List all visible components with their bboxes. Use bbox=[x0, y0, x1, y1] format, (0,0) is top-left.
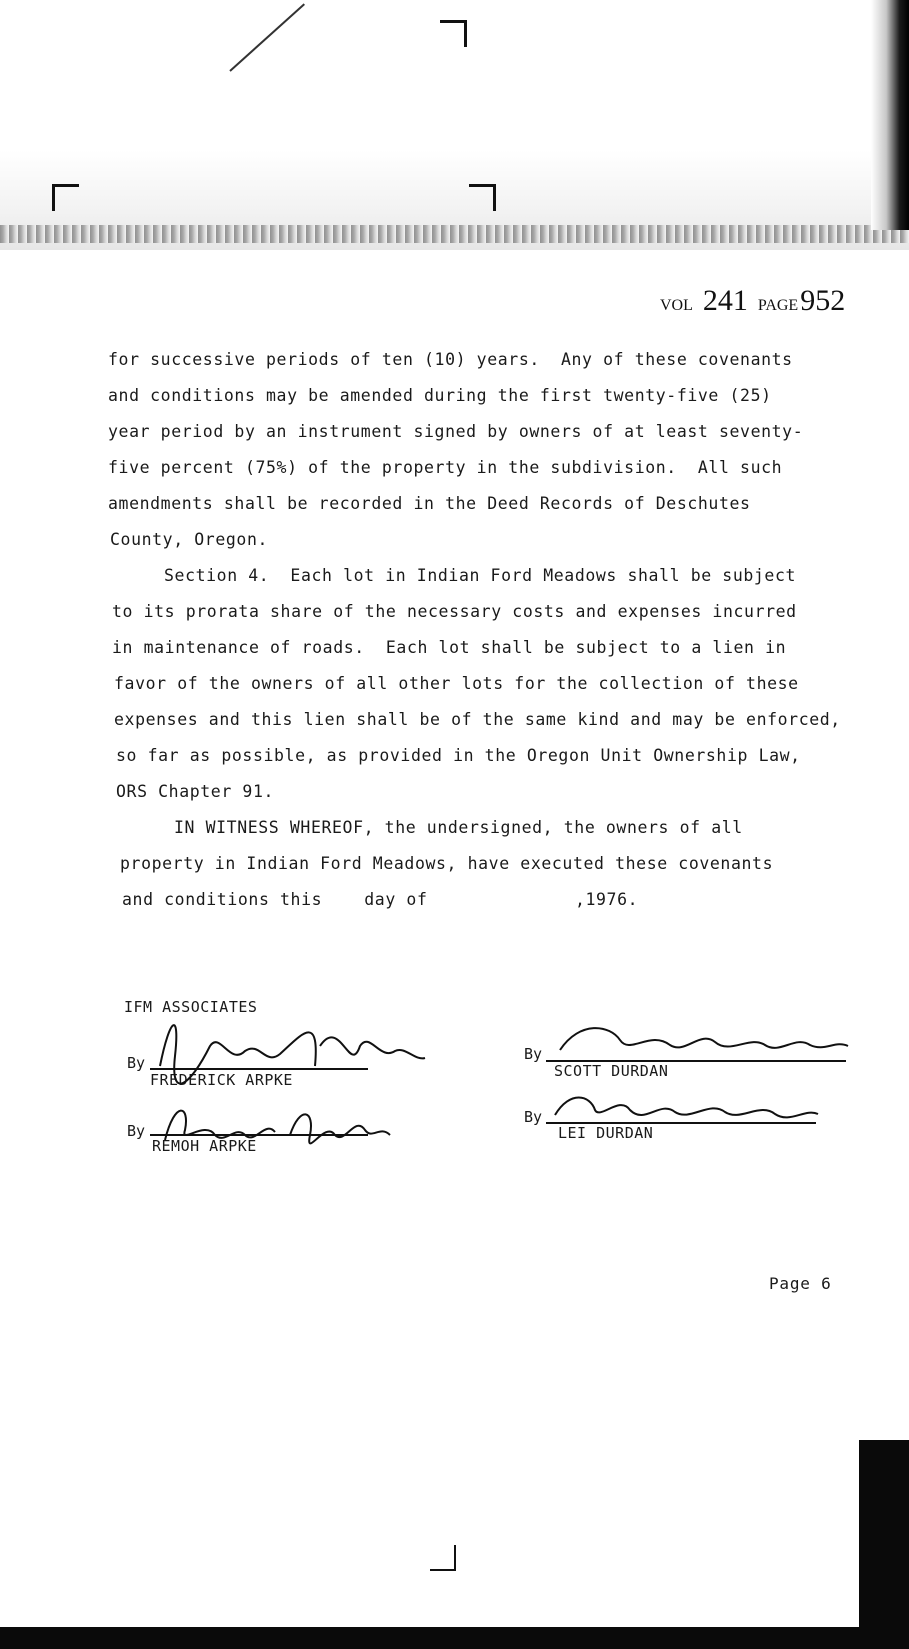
signer-name: FREDERICK ARPKE bbox=[150, 1071, 293, 1089]
body-line: Section 4. Each lot in Indian Ford Meadows shall be subject bbox=[164, 566, 797, 585]
page-number-footer: Page 6 bbox=[769, 1274, 832, 1293]
body-line: amendments shall be recorded in the Deed Records of Deschutes bbox=[108, 494, 751, 513]
volume-page-reference bbox=[660, 284, 851, 318]
crop-mark bbox=[52, 184, 79, 211]
scan-fold-edge bbox=[0, 225, 909, 243]
scan-bottom-edge bbox=[0, 1627, 909, 1649]
body-line: expenses and this lien shall be of the same kind and may be enforced, bbox=[114, 710, 841, 729]
signer-name: REMOH ARPKE bbox=[152, 1137, 257, 1155]
signature-scott-durdan bbox=[550, 1010, 850, 1070]
crop-mark bbox=[469, 184, 496, 211]
body-line: year period by an instrument signed by owners of at least seventy- bbox=[108, 422, 804, 441]
body-line: for successive periods of ten (10) years. Any of these covenants bbox=[108, 350, 793, 369]
signature-frederick-arpke bbox=[150, 1006, 430, 1096]
signer-name: SCOTT DURDAN bbox=[554, 1062, 669, 1080]
signer-name: LEI DURDAN bbox=[558, 1124, 654, 1142]
signature-lei-durdan bbox=[550, 1080, 820, 1130]
scan-right-edge bbox=[871, 0, 909, 230]
crop-mark bbox=[430, 1545, 456, 1571]
by-label: By bbox=[127, 1122, 146, 1140]
scan-right-bottom-edge bbox=[859, 1440, 909, 1649]
signature-remoh-arpke bbox=[160, 1090, 400, 1170]
body-line: and conditions may be amended during the first twenty-five (25) bbox=[108, 386, 772, 405]
page-number: 952 bbox=[800, 284, 846, 317]
vol-label: VOL bbox=[660, 297, 693, 314]
crop-mark bbox=[440, 20, 467, 47]
body-line: favor of the owners of all other lots for the collection of these bbox=[114, 674, 799, 693]
company-name: IFM ASSOCIATES bbox=[124, 998, 258, 1016]
body-line: so far as possible, as provided in the Oregon Unit Ownership Law, bbox=[116, 746, 801, 765]
body-line: IN WITNESS WHEREOF, the undersigned, the owners of all bbox=[174, 818, 743, 837]
body-line: five percent (75%) of the property in the subdivision. All such bbox=[108, 458, 783, 477]
body-line: ORS Chapter 91. bbox=[116, 782, 275, 801]
body-line: County, Oregon. bbox=[110, 530, 269, 549]
vol-number: 241 bbox=[702, 284, 748, 317]
page-label: PAGE bbox=[757, 297, 799, 314]
by-label: By bbox=[127, 1054, 146, 1072]
body-line: to its prorata share of the necessary costs and expenses incurred bbox=[112, 602, 797, 621]
by-label: By bbox=[524, 1045, 543, 1063]
body-line: in maintenance of roads. Each lot shall be subject to a lien in bbox=[112, 638, 787, 657]
by-label: By bbox=[524, 1108, 543, 1126]
body-line: property in Indian Ford Meadows, have executed these covenants bbox=[120, 854, 774, 873]
body-line: and conditions this day of ,1976. bbox=[122, 890, 639, 909]
